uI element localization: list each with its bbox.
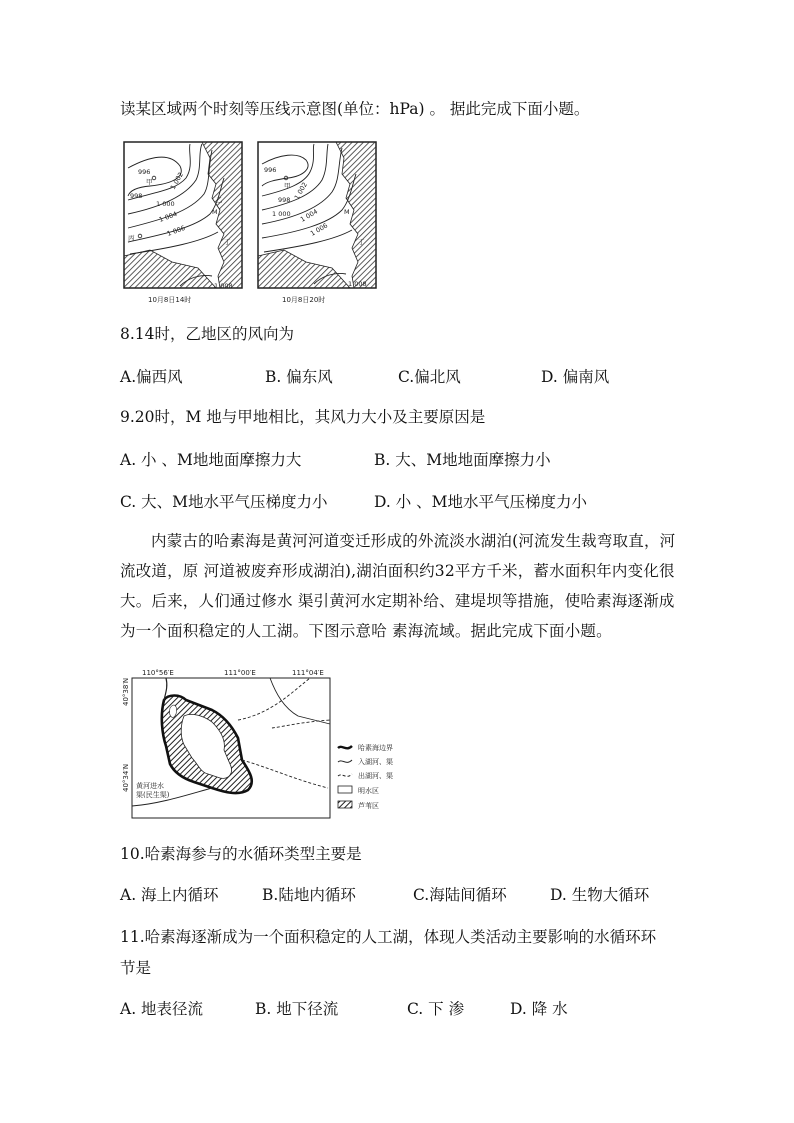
svg-text:998: 998 bbox=[278, 196, 291, 204]
legend-inlet: 入湖河、渠 bbox=[358, 758, 393, 766]
svg-text:1 004: 1 004 bbox=[157, 209, 179, 224]
q11-stem-line2: 节是 bbox=[120, 959, 152, 977]
q10-option-d[interactable]: D. 生物大循环 bbox=[550, 886, 650, 904]
svg-text:1 002: 1 002 bbox=[292, 180, 310, 201]
svg-text:乙: 乙 bbox=[216, 196, 223, 204]
lat-label-1: 40°38′N bbox=[122, 677, 130, 706]
legend-boundary: 哈素海边界 bbox=[358, 744, 393, 752]
passage-hasuhai: 内蒙古的哈素海是黄河河道变迁形成的外流淡水湖泊(河流发生裁弯取直，河流改道，原 河道被废弃形成湖泊),湖泊面积约32平方千米，蓄水面积年内变化很大。后来，人们通过修水 渠引黄河水定期补给、建堤坝等措施，使哈素海逐渐成为一个面积稳定的人工湖。下图示意哈 素海流域。据此完成下面小题。 bbox=[120, 532, 676, 640]
q9-option-a[interactable]: A. 小 、M地地面摩擦力大 bbox=[120, 451, 302, 469]
svg-text:丁: 丁 bbox=[224, 238, 231, 246]
canal-label-1: 黄河进水 bbox=[136, 782, 164, 790]
svg-text:1 004: 1 004 bbox=[299, 207, 320, 224]
q8-option-a[interactable]: A.偏西风 bbox=[120, 368, 183, 386]
svg-text:1 000: 1 000 bbox=[272, 210, 291, 218]
map-legend bbox=[338, 743, 393, 810]
intro-text: 读某区域两个时刻等压线示意图(单位：hPa) 。 据此完成下面小题。 bbox=[120, 100, 590, 118]
q11-option-c[interactable]: C. 下 渗 bbox=[407, 1000, 465, 1018]
q11-option-a[interactable]: A. 地表径流 bbox=[120, 1000, 204, 1018]
svg-text:998: 998 bbox=[130, 192, 143, 200]
q9-option-c[interactable]: C. 大、M地水平气压梯度力小 bbox=[120, 493, 328, 511]
svg-text:甲: 甲 bbox=[146, 178, 153, 186]
lat-label-2: 40°34′N bbox=[122, 763, 130, 792]
left-map-caption: 10月8日14时 bbox=[148, 296, 192, 304]
svg-text:1 008: 1 008 bbox=[348, 280, 367, 288]
svg-text:M: M bbox=[344, 208, 350, 216]
svg-text:甲: 甲 bbox=[284, 182, 291, 190]
lon-label-3: 111°04′E bbox=[292, 669, 324, 677]
svg-text:996: 996 bbox=[264, 166, 277, 174]
hasuhai-map-figure bbox=[120, 664, 420, 824]
q11-stem-line1: 11.哈素海逐渐成为一个面积稳定的人工湖，体现人类活动主要影响的水循环环 bbox=[120, 928, 657, 946]
q11-option-b[interactable]: B. 地下径流 bbox=[255, 1000, 339, 1018]
isobar-figure bbox=[120, 138, 382, 306]
legend-open-water: 明水区 bbox=[358, 787, 379, 795]
svg-text:丁: 丁 bbox=[358, 238, 365, 246]
q10-option-c[interactable]: C.海陆间循环 bbox=[413, 886, 507, 904]
svg-text:1 000: 1 000 bbox=[156, 200, 175, 208]
svg-text:M: M bbox=[212, 208, 218, 216]
svg-text:1 006: 1 006 bbox=[165, 223, 187, 238]
q8-option-c[interactable]: C.偏北风 bbox=[398, 368, 461, 386]
lon-label-1: 110°56′E bbox=[142, 669, 174, 677]
q8-option-b[interactable]: B. 偏东风 bbox=[265, 368, 333, 386]
q8-stem: 8.14时，乙地区的风向为 bbox=[120, 325, 295, 343]
svg-text:1 002: 1 002 bbox=[168, 170, 186, 191]
svg-text:丙: 丙 bbox=[128, 234, 135, 242]
q10-stem: 10.哈素海参与的水循环类型主要是 bbox=[120, 845, 362, 863]
q8-option-d[interactable]: D. 偏南风 bbox=[541, 368, 610, 386]
canal-label-2: 渠(民生渠) bbox=[136, 791, 170, 799]
svg-text:996: 996 bbox=[138, 168, 151, 176]
legend-outlet: 出湖河、渠 bbox=[358, 772, 393, 780]
q10-option-a[interactable]: A. 海上内循环 bbox=[120, 886, 219, 904]
lon-label-2: 111°00′E bbox=[224, 669, 256, 677]
q9-option-d[interactable]: D. 小 、M地水平气压梯度力小 bbox=[374, 493, 588, 511]
q9-stem: 9.20时，M 地与甲地相比，其风力大小及主要原因是 bbox=[120, 408, 486, 426]
isobar-map-14h bbox=[124, 142, 242, 304]
q10-option-b[interactable]: B.陆地内循环 bbox=[262, 886, 356, 904]
right-map-caption: 10月8日20时 bbox=[282, 296, 326, 304]
q9-option-b[interactable]: B. 大、M地地面摩擦力小 bbox=[374, 451, 551, 469]
q11-option-d[interactable]: D. 降 水 bbox=[510, 1000, 568, 1018]
isobar-map-20h bbox=[258, 142, 376, 304]
legend-reed: 芦苇区 bbox=[358, 802, 379, 810]
svg-text:1 008: 1 008 bbox=[214, 282, 233, 290]
svg-text:1 006: 1 006 bbox=[309, 221, 330, 238]
